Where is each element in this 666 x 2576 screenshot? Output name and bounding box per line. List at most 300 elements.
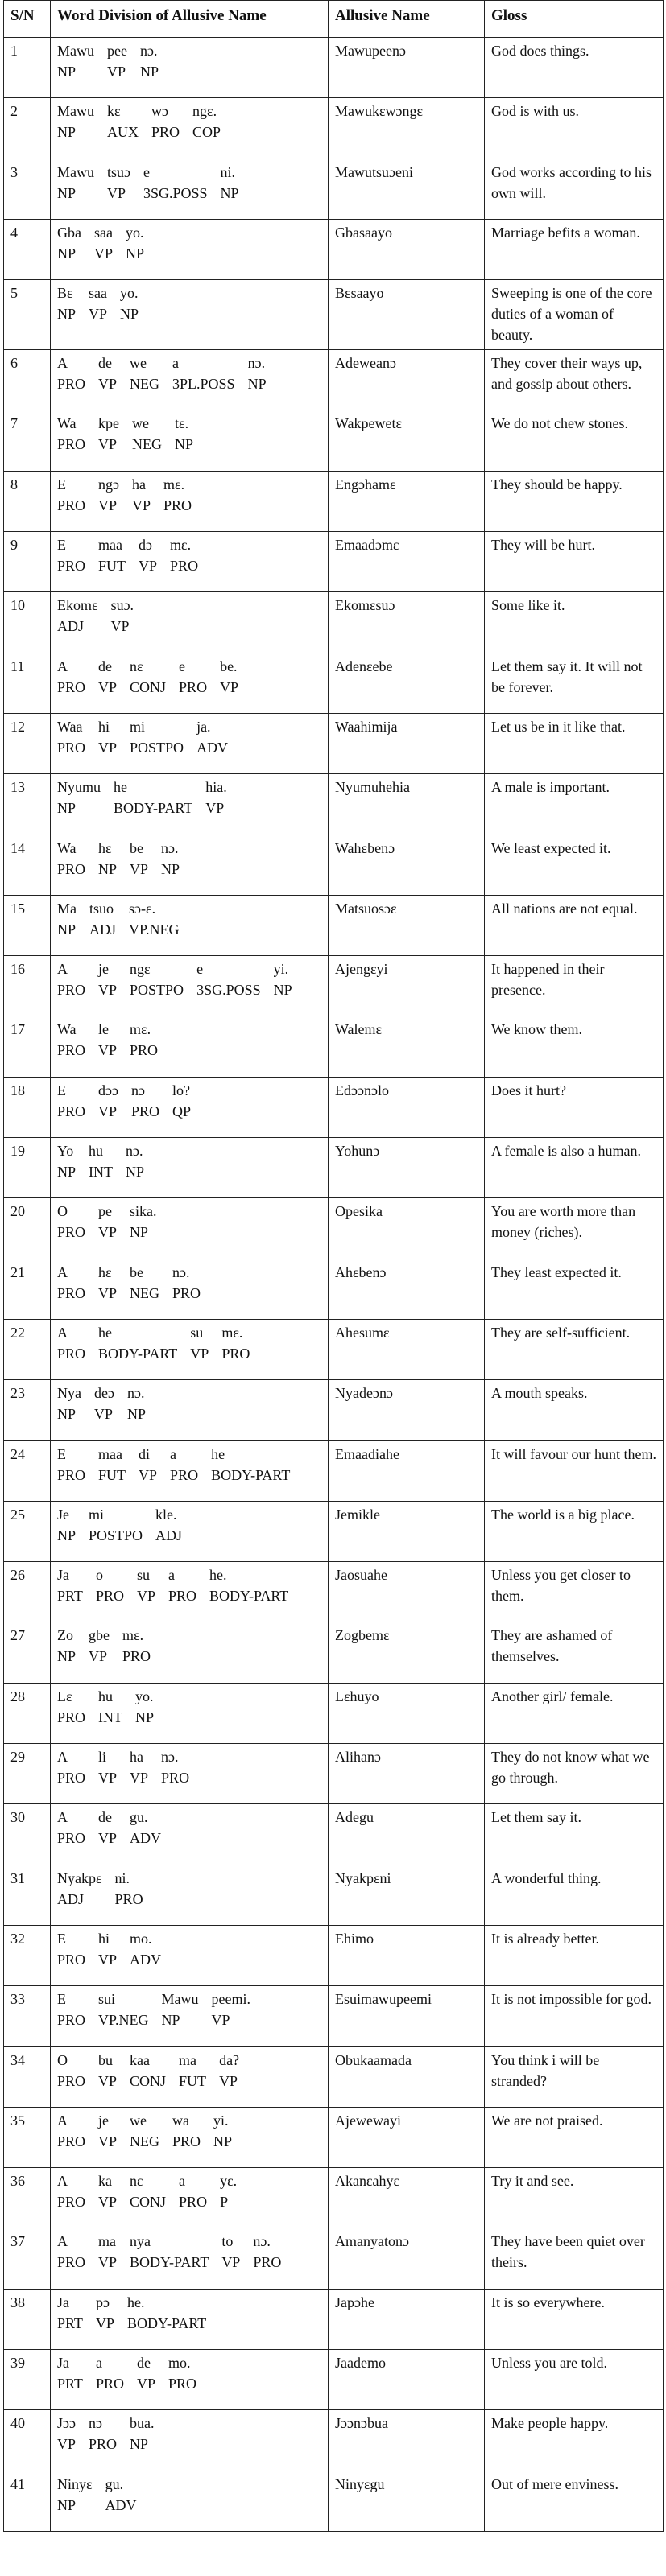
morpheme-word: mɛ.	[221, 1324, 243, 1341]
morpheme-tag: PRO	[57, 1770, 86, 1787]
morpheme-segment	[98, 2231, 117, 2273]
morpheme-segment	[57, 1504, 76, 1546]
morpheme-segment	[130, 838, 148, 880]
morpheme-tag: NP	[57, 124, 77, 141]
morpheme-word: nɔ.	[161, 839, 179, 856]
morpheme-word: pɔ	[95, 2294, 110, 2310]
allusive-name-cell: Opesika	[329, 1198, 485, 1259]
morpheme-tag: NP	[57, 1406, 77, 1423]
allusive-name-cell: Japɔhe	[329, 2289, 485, 2349]
morpheme-tag: ADJ	[57, 1890, 85, 1907]
row-number: 39	[4, 2349, 51, 2409]
morpheme-segment	[179, 656, 207, 698]
morpheme-word: e	[143, 163, 150, 180]
row-number: 30	[4, 1804, 51, 1865]
morpheme-tag: NP	[247, 376, 267, 393]
morpheme-word: a	[172, 355, 180, 372]
morpheme-word: de	[98, 355, 113, 372]
word-division-cell	[51, 410, 329, 471]
morpheme-segment	[192, 101, 221, 142]
morpheme-segment	[57, 2110, 85, 2152]
interlinear-gloss	[57, 1140, 321, 1182]
morpheme-word: E	[57, 1445, 66, 1462]
morpheme-segment	[120, 282, 139, 324]
morpheme-segment	[130, 1201, 157, 1243]
row-number: 20	[4, 1198, 51, 1259]
morpheme-segment	[98, 1080, 118, 1122]
morpheme-word: be	[130, 1263, 144, 1280]
morpheme-tag: BODY-PART	[126, 2314, 207, 2331]
morpheme-word: Ninyɛ	[57, 2475, 93, 2492]
morpheme-tag: PRT	[57, 1588, 83, 1605]
table-row	[4, 835, 664, 895]
word-division-cell	[51, 1562, 329, 1622]
allusive-name-cell: Engɔhamɛ	[329, 471, 485, 531]
morpheme-segment	[170, 1444, 198, 1486]
morpheme-tag: FUT	[98, 1466, 126, 1483]
row-number: 13	[4, 774, 51, 835]
morpheme-word: hia.	[205, 779, 227, 796]
morpheme-segment	[57, 2292, 83, 2334]
morpheme-word: le	[98, 1021, 110, 1038]
morpheme-tag: VP	[139, 1466, 158, 1483]
table-row	[4, 2046, 664, 2107]
header-word-division: Word Division of Allusive Name	[51, 1, 329, 38]
interlinear-gloss	[57, 1322, 321, 1364]
morpheme-segment	[57, 777, 101, 818]
allusive-name-cell: Mawukɛwɔngɛ	[329, 98, 485, 159]
allusive-name-cell: Wahɛbenɔ	[329, 835, 485, 895]
allusive-name-cell: Emaadiahe	[329, 1440, 485, 1501]
table-row	[4, 956, 664, 1016]
table-row	[4, 774, 664, 835]
row-number: 3	[4, 159, 51, 219]
interlinear-gloss	[57, 2292, 321, 2334]
morpheme-segment	[130, 2413, 155, 2454]
morpheme-tag: VP	[136, 2375, 155, 2392]
morpheme-segment	[130, 2231, 209, 2273]
allusive-names-table	[3, 0, 664, 2532]
morpheme-tag: VP.NEG	[98, 2012, 149, 2029]
morpheme-segment	[139, 534, 157, 576]
morpheme-segment	[221, 162, 239, 204]
morpheme-word: yi.	[213, 2112, 229, 2129]
morpheme-segment	[130, 958, 184, 1000]
morpheme-word: yɛ.	[220, 2173, 238, 2190]
morpheme-tag: VP	[98, 1284, 118, 1301]
morpheme-word: kpe	[98, 415, 120, 432]
morpheme-word: nɔ.	[172, 1263, 190, 1280]
morpheme-segment	[130, 1807, 161, 1849]
morpheme-word: he.	[209, 1567, 227, 1584]
row-number: 14	[4, 835, 51, 895]
morpheme-word: hɛ	[98, 839, 112, 856]
morpheme-tag: PRO	[57, 2254, 86, 2271]
morpheme-tag: PRO	[161, 1770, 190, 1787]
morpheme-segment	[130, 656, 166, 698]
word-division-cell	[51, 1744, 329, 1804]
morpheme-word: A	[57, 355, 68, 372]
morpheme-segment	[57, 282, 76, 324]
morpheme-word: A	[57, 2173, 68, 2190]
morpheme-tag: PRO	[151, 124, 180, 141]
morpheme-tag: VP	[98, 2254, 118, 2271]
morpheme-tag: PRO	[114, 1890, 143, 1907]
morpheme-word: ma	[179, 2051, 197, 2068]
morpheme-word: gbe	[89, 1627, 110, 1644]
gloss-cell: Let them say it. It will not be forever.	[485, 653, 664, 713]
morpheme-segment	[57, 2170, 85, 2212]
morpheme-word: to	[221, 2233, 234, 2250]
word-division-cell	[51, 1804, 329, 1865]
gloss-cell: We least expected it.	[485, 835, 664, 895]
morpheme-tag: PRO	[57, 1224, 86, 1241]
gloss-cell: God works according to his own will.	[485, 159, 664, 219]
morpheme-word: Lɛ	[57, 1688, 72, 1704]
morpheme-word: sɔ-ɛ.	[129, 900, 156, 917]
table-row	[4, 2410, 664, 2471]
row-number: 33	[4, 1986, 51, 2046]
morpheme-segment	[57, 534, 85, 576]
morpheme-tag: PRO	[57, 2072, 86, 2089]
morpheme-tag: PRO	[130, 1042, 159, 1059]
table-row	[4, 1925, 664, 1985]
interlinear-gloss	[57, 1989, 321, 2030]
morpheme-segment	[248, 352, 267, 394]
word-division-cell	[51, 956, 329, 1016]
word-division-cell	[51, 1016, 329, 1077]
morpheme-tag: VP	[219, 2072, 238, 2089]
morpheme-segment	[221, 2231, 240, 2273]
morpheme-word: ha	[132, 476, 147, 493]
morpheme-segment	[57, 898, 77, 940]
morpheme-segment	[57, 1564, 83, 1606]
morpheme-tag: ADV	[105, 2496, 137, 2513]
morpheme-tag: PRO	[168, 2375, 196, 2392]
morpheme-word: pe	[98, 1203, 113, 1220]
morpheme-tag: PRO	[168, 1588, 196, 1605]
word-division-cell	[51, 1319, 329, 1379]
table-row	[4, 532, 664, 592]
word-division-cell	[51, 1622, 329, 1683]
morpheme-word: de	[98, 1809, 113, 1826]
morpheme-tag: VP	[98, 1830, 118, 1847]
table-row	[4, 1016, 664, 1077]
morpheme-segment	[137, 2352, 155, 2394]
morpheme-segment	[57, 2413, 76, 2454]
interlinear-gloss	[57, 1504, 321, 1546]
table-row	[4, 1501, 664, 1561]
morpheme-tag: VP	[136, 1588, 155, 1605]
morpheme-segment	[57, 40, 94, 82]
word-division-cell	[51, 1501, 329, 1561]
row-number: 18	[4, 1077, 51, 1137]
row-number: 35	[4, 2107, 51, 2167]
morpheme-word: Zo	[57, 1627, 73, 1644]
table-row	[4, 1562, 664, 1622]
morpheme-word: nɔ	[131, 1082, 145, 1098]
morpheme-word: he	[114, 779, 127, 796]
morpheme-segment	[212, 1989, 250, 2030]
allusive-name-cell: Ekomɛsuɔ	[329, 592, 485, 653]
morpheme-word: Nyakpɛ	[57, 1869, 102, 1886]
morpheme-segment	[98, 656, 117, 698]
header-sn: S/N	[4, 1, 51, 38]
morpheme-tag: ADV	[196, 739, 229, 756]
row-number: 32	[4, 1925, 51, 1985]
word-division-cell	[51, 2046, 329, 2107]
morpheme-tag: VP	[130, 1770, 149, 1787]
table-row	[4, 2228, 664, 2289]
morpheme-segment	[220, 656, 238, 698]
morpheme-tag: 3PL.POSS	[172, 376, 235, 393]
gloss-cell: Make people happy.	[485, 2410, 664, 2471]
interlinear-gloss	[57, 2474, 321, 2516]
table-row	[4, 1622, 664, 1683]
morpheme-segment	[107, 101, 139, 142]
morpheme-tag: ADJ	[57, 618, 85, 635]
morpheme-tag: VP	[89, 1648, 108, 1665]
allusive-name-cell: Lɛhuyo	[329, 1683, 485, 1743]
morpheme-segment	[211, 1444, 290, 1486]
morpheme-word: Nya	[57, 1385, 81, 1402]
word-division-cell	[51, 2471, 329, 2531]
morpheme-segment	[221, 1322, 250, 1364]
word-division-cell	[51, 532, 329, 592]
morpheme-tag: POSTPO	[89, 1527, 143, 1544]
allusive-name-cell: Wakpewetɛ	[329, 410, 485, 471]
morpheme-segment	[98, 1201, 117, 1243]
morpheme-segment	[179, 2170, 207, 2212]
morpheme-segment	[98, 1686, 122, 1728]
interlinear-gloss	[57, 958, 321, 1000]
morpheme-segment	[172, 2110, 201, 2152]
table-row	[4, 1440, 664, 1501]
morpheme-word: ka	[98, 2173, 113, 2190]
morpheme-tag: NP	[135, 1708, 155, 1725]
morpheme-tag: NP	[130, 2436, 149, 2453]
morpheme-word: A	[57, 1749, 68, 1766]
table-row	[4, 159, 664, 219]
morpheme-segment	[57, 1807, 85, 1849]
morpheme-tag: PRO	[170, 558, 199, 575]
morpheme-tag: VP	[98, 1224, 118, 1241]
morpheme-segment	[98, 1444, 126, 1486]
header-allusive-name: Allusive Name	[329, 1, 485, 38]
morpheme-word: su	[190, 1324, 204, 1341]
morpheme-segment	[57, 838, 85, 880]
morpheme-word: nɔ.	[247, 355, 266, 372]
morpheme-tag: NP	[98, 860, 118, 877]
interlinear-gloss	[57, 2352, 321, 2394]
morpheme-tag: VP	[98, 2072, 118, 2089]
gloss-cell: Let them say it.	[485, 1804, 664, 1865]
morpheme-word: he.	[126, 2294, 145, 2310]
word-division-cell	[51, 713, 329, 773]
morpheme-segment	[107, 40, 127, 82]
morpheme-word: A	[57, 961, 68, 978]
morpheme-word: sika.	[130, 1203, 157, 1220]
morpheme-segment	[161, 1746, 189, 1788]
morpheme-tag: NP	[57, 1648, 77, 1665]
morpheme-segment	[111, 595, 134, 637]
morpheme-tag: VP	[95, 2314, 114, 2331]
morpheme-word: mɛ.	[130, 1021, 151, 1038]
morpheme-word: di	[139, 1445, 151, 1462]
allusive-name-cell: Obukaamada	[329, 2046, 485, 2107]
gloss-cell: You think i will be stranded?	[485, 2046, 664, 2107]
morpheme-word: Waa	[57, 718, 83, 735]
morpheme-segment	[98, 958, 117, 1000]
row-number: 1	[4, 38, 51, 98]
morpheme-tag: NP	[273, 982, 292, 999]
interlinear-gloss	[57, 716, 321, 758]
interlinear-gloss	[57, 2050, 321, 2092]
table-row	[4, 1986, 664, 2046]
morpheme-segment	[57, 656, 85, 698]
morpheme-tag: VP	[190, 1345, 209, 1362]
table-row	[4, 1259, 664, 1319]
morpheme-segment	[170, 534, 198, 576]
morpheme-word: he	[211, 1445, 225, 1462]
morpheme-segment	[115, 1868, 143, 1910]
morpheme-segment	[143, 162, 208, 204]
morpheme-segment	[57, 1686, 85, 1728]
morpheme-word: E	[57, 1991, 66, 2008]
row-number: 17	[4, 1016, 51, 1077]
morpheme-segment	[139, 1444, 157, 1486]
row-number: 25	[4, 1501, 51, 1561]
allusive-name-cell: Ajewewayi	[329, 2107, 485, 2167]
morpheme-segment	[94, 1383, 114, 1424]
interlinear-gloss	[57, 1746, 321, 1788]
morpheme-tag: POSTPO	[130, 982, 184, 999]
morpheme-word: su	[136, 1567, 150, 1584]
morpheme-word: hɛ	[98, 1263, 112, 1280]
word-division-cell	[51, 895, 329, 955]
interlinear-gloss	[57, 1686, 321, 1728]
row-number: 8	[4, 471, 51, 531]
morpheme-word: ja.	[196, 718, 211, 735]
morpheme-tag: FUT	[179, 2072, 207, 2089]
word-division-cell	[51, 2349, 329, 2409]
morpheme-word: tsuo	[89, 900, 114, 917]
allusive-name-cell: Nyadeɔnɔ	[329, 1380, 485, 1440]
morpheme-tag: VP	[107, 184, 126, 201]
allusive-name-cell: Nyakpɛni	[329, 1865, 485, 1925]
morpheme-segment	[132, 474, 151, 516]
morpheme-tag: CONJ	[130, 678, 167, 695]
morpheme-word: yo.	[126, 224, 144, 241]
morpheme-word: Wa	[57, 1021, 77, 1038]
table-row	[4, 219, 664, 279]
word-division-cell	[51, 1138, 329, 1198]
table-row	[4, 38, 664, 98]
morpheme-tag: 3SG.POSS	[143, 184, 208, 201]
table-row	[4, 1380, 664, 1440]
allusive-name-cell: Adenɛebe	[329, 653, 485, 713]
morpheme-tag: NEG	[132, 436, 163, 453]
morpheme-tag: INT	[98, 1708, 123, 1725]
morpheme-tag: VP	[98, 2133, 118, 2149]
morpheme-tag: NP	[57, 184, 77, 201]
table-row	[4, 713, 664, 773]
morpheme-segment	[57, 1383, 81, 1424]
morpheme-word: bu	[98, 2051, 114, 2068]
morpheme-tag: ADV	[130, 1830, 162, 1847]
allusive-name-cell: Ahɛbenɔ	[329, 1259, 485, 1319]
table-row	[4, 2349, 664, 2409]
morpheme-word: be.	[220, 657, 238, 674]
morpheme-tag: NP	[57, 306, 77, 323]
morpheme-word: maa	[98, 1445, 122, 1462]
table-row	[4, 2107, 664, 2167]
morpheme-tag: VP	[94, 245, 114, 262]
allusive-name-cell: Akanɛahyɛ	[329, 2168, 485, 2228]
morpheme-tag: NP	[57, 800, 77, 817]
interlinear-gloss	[57, 1019, 321, 1061]
allusive-name-cell: Jaosuahe	[329, 1562, 485, 1622]
morpheme-tag: PRO	[57, 1103, 86, 1119]
morpheme-tag: PRO	[89, 2436, 118, 2453]
morpheme-tag: VP	[98, 982, 118, 999]
interlinear-gloss	[57, 162, 321, 204]
morpheme-segment	[213, 2110, 232, 2152]
allusive-name-cell: Esuimawupeemi	[329, 1986, 485, 2046]
morpheme-segment	[89, 1504, 143, 1546]
morpheme-word: A	[57, 1263, 68, 1280]
morpheme-tag: PRO	[57, 1466, 86, 1483]
row-number: 16	[4, 956, 51, 1016]
word-division-cell	[51, 1986, 329, 2046]
morpheme-tag: FUT	[98, 558, 126, 575]
word-division-cell	[51, 1683, 329, 1743]
morpheme-word: mɛ.	[163, 476, 185, 493]
morpheme-tag: VP	[57, 2436, 77, 2453]
morpheme-segment	[168, 2352, 196, 2394]
morpheme-word: je	[98, 961, 110, 978]
morpheme-segment	[57, 1019, 85, 1061]
morpheme-segment	[126, 1140, 144, 1182]
morpheme-tag: NEG	[130, 2133, 160, 2149]
word-division-cell	[51, 1865, 329, 1925]
table-row	[4, 653, 664, 713]
row-number: 23	[4, 1380, 51, 1440]
morpheme-tag: VP	[98, 1770, 118, 1787]
interlinear-gloss	[57, 1928, 321, 1970]
morpheme-word: ngɛ	[130, 961, 151, 978]
morpheme-segment	[57, 595, 98, 637]
morpheme-tag: VP	[98, 1951, 118, 1968]
morpheme-segment	[98, 1989, 149, 2030]
morpheme-tag: PRO	[57, 376, 86, 393]
morpheme-tag: VP	[98, 376, 118, 393]
morpheme-tag: P	[220, 2194, 229, 2211]
interlinear-gloss	[57, 1444, 321, 1486]
word-division-cell	[51, 2107, 329, 2167]
allusive-name-cell: Ninyɛgu	[329, 2471, 485, 2531]
morpheme-segment	[57, 162, 94, 204]
morpheme-segment	[98, 838, 117, 880]
morpheme-word: we	[130, 355, 147, 372]
morpheme-segment	[98, 352, 117, 394]
table-row	[4, 1744, 664, 1804]
gloss-cell: Try it and see.	[485, 2168, 664, 2228]
morpheme-word: e	[196, 961, 204, 978]
morpheme-segment	[130, 1262, 159, 1304]
allusive-name-cell: Jemikle	[329, 1501, 485, 1561]
morpheme-segment	[137, 1564, 155, 1606]
